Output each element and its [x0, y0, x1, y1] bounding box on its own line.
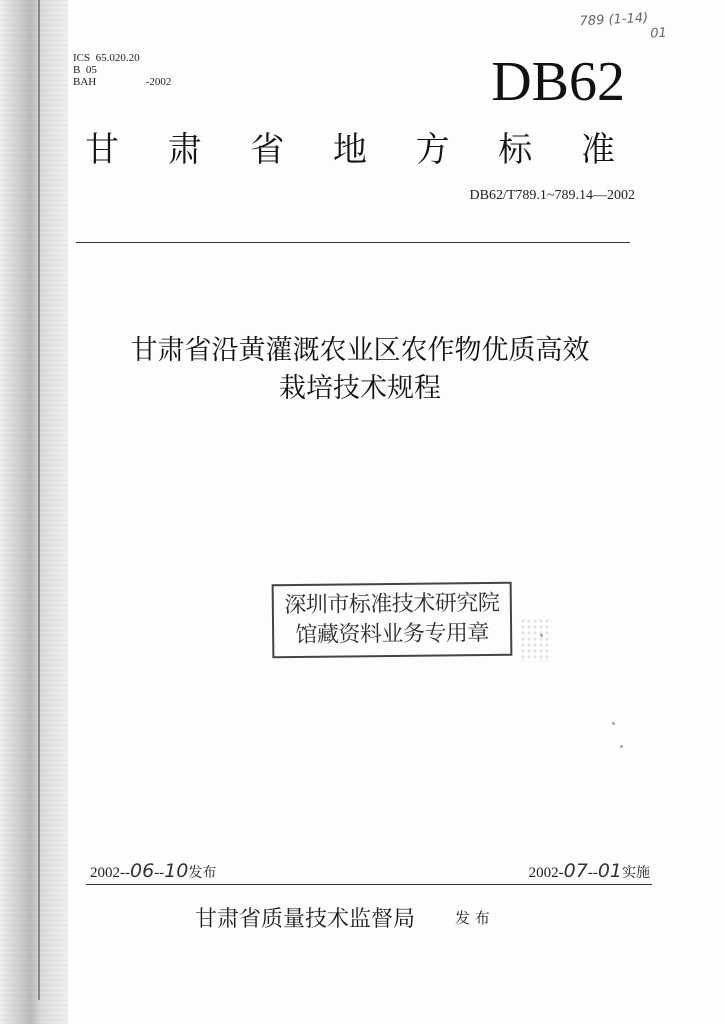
publish-label: 发布 — [188, 865, 217, 881]
ics-line: ICS 65.020.20 — [73, 52, 140, 64]
publish-date — [90, 860, 216, 882]
implement-day: 01 — [597, 860, 622, 882]
stamp-line-1: 深圳市标准技术研究院 — [284, 590, 500, 619]
standard-type-char: 方 — [415, 130, 450, 170]
publish-month: 06 — [130, 860, 155, 882]
implement-label: 实施 — [622, 865, 650, 881]
standard-type-char: 甘 — [85, 130, 119, 170]
implement-month: 07 — [563, 860, 588, 882]
standard-type-char: 地 — [332, 130, 367, 170]
ccs-line: B 05 — [73, 64, 97, 76]
standard-type-char: 标 — [498, 130, 533, 170]
issue-word: 发 布 — [455, 909, 490, 927]
issuing-authority — [195, 902, 490, 933]
implement-date-sep: -- — [587, 865, 598, 881]
scan-speck — [612, 722, 615, 725]
publish-day: 10 — [164, 860, 189, 882]
standard-number: DB62/T789.1~789.14—2002 — [469, 188, 635, 203]
standard-type-char: 准 — [580, 130, 615, 170]
stamp-line-2: 馆藏资料业务专用章 — [295, 620, 490, 649]
library-stamp — [272, 582, 513, 659]
footer-divider — [86, 884, 652, 885]
title-line-1: 甘肃省沿黄灌溉农业区农作物优质高效 — [130, 335, 590, 366]
scan-speck — [620, 745, 623, 748]
title-line-2: 栽培技术规程 — [279, 373, 441, 404]
standard-type-char: 省 — [250, 130, 285, 170]
date-row — [90, 860, 650, 886]
scan-edge-line — [38, 0, 40, 1000]
publish-date-sep: -- — [154, 865, 165, 881]
scan-edge-noise — [0, 0, 68, 1024]
implement-date-prefix: 2002- — [528, 865, 564, 881]
issuer-name: 甘肃省质量技术监督局 — [195, 907, 416, 932]
handwritten-note-line2: 01 — [649, 25, 668, 42]
db-code: DB62 — [491, 51, 625, 113]
standard-type-char: 肃 — [167, 130, 202, 170]
stamp-ink-smudge — [520, 618, 552, 662]
document-title — [60, 332, 660, 408]
ics-classification — [73, 52, 171, 88]
standard-type — [85, 128, 615, 172]
publish-date-prefix: 2002-- — [90, 865, 130, 881]
record-line: BAH -2002 — [73, 76, 172, 88]
implement-date — [529, 860, 650, 882]
handwritten-note — [579, 10, 667, 46]
header-divider — [76, 242, 630, 243]
scan-speck — [540, 634, 543, 637]
handwritten-note-line1: 789 (1-14) — [579, 10, 649, 30]
